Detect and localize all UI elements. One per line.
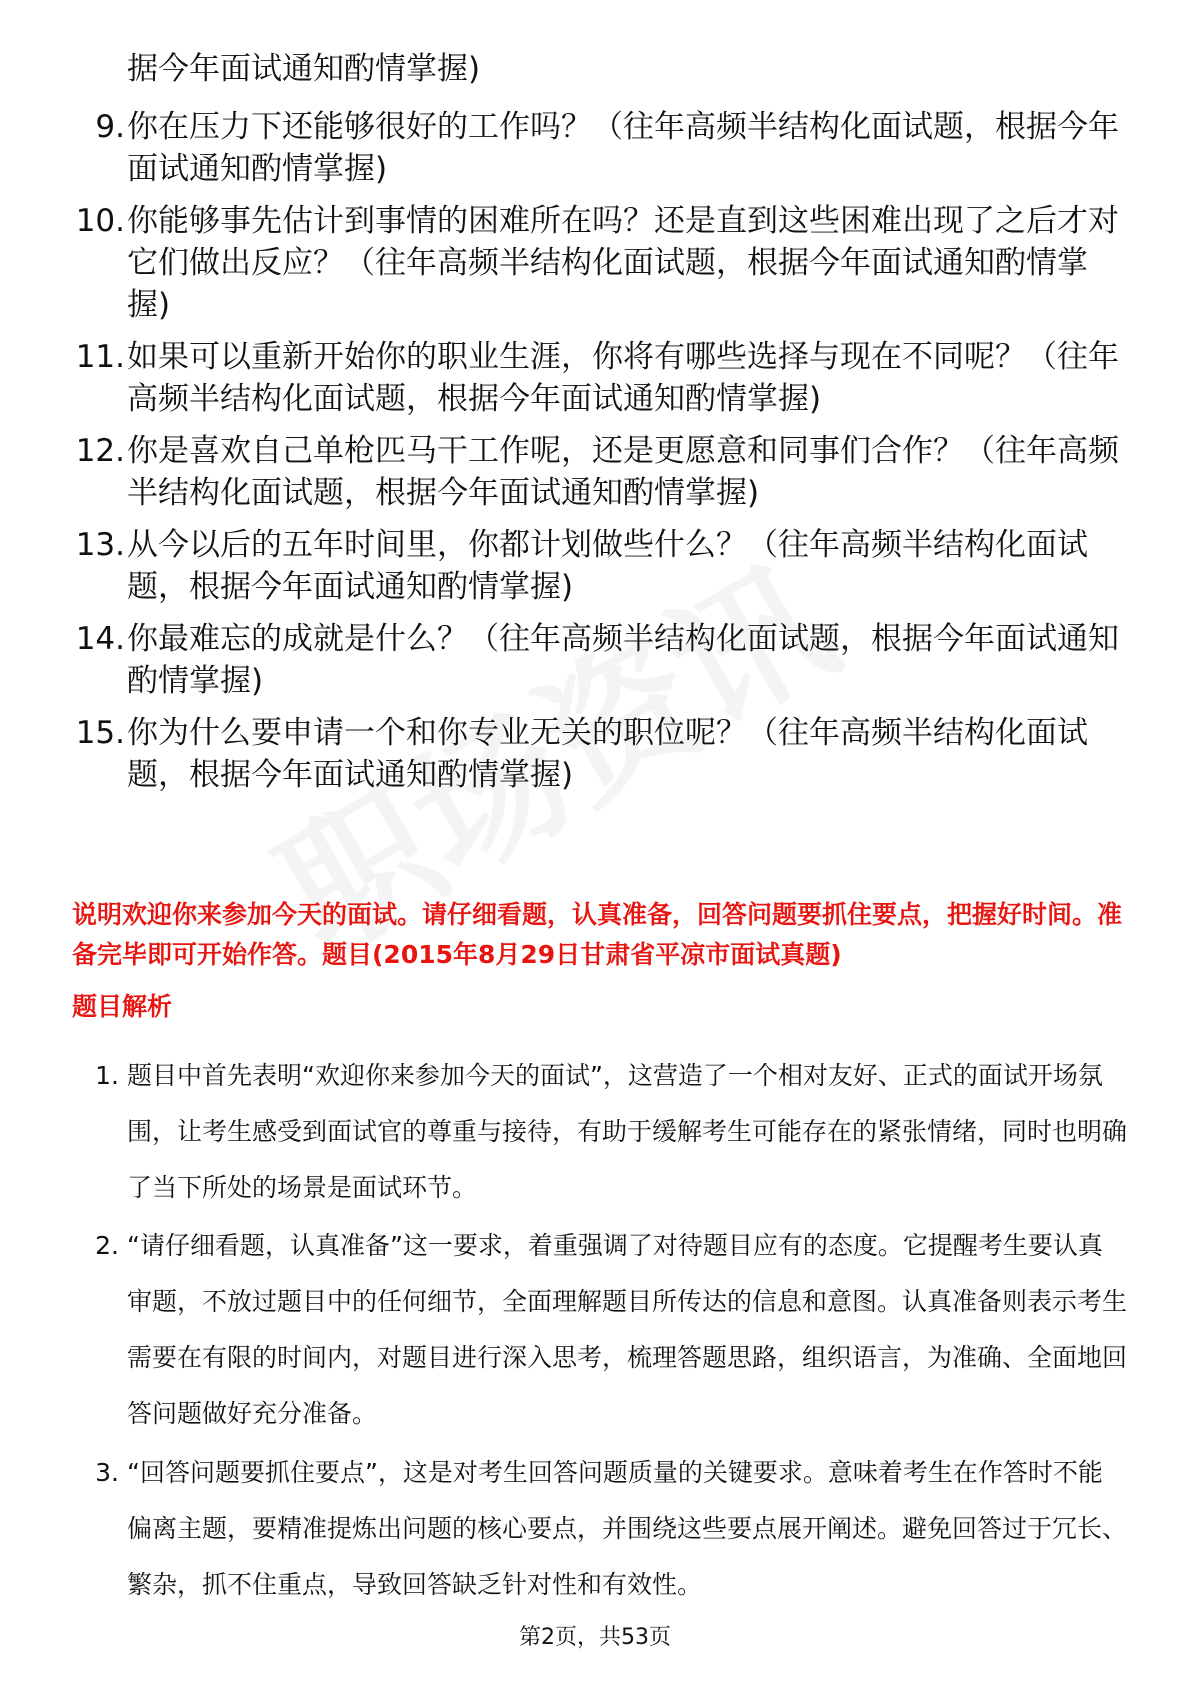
item-number: 3.	[95, 1458, 119, 1487]
item-number: 10.	[75, 203, 125, 239]
page-footer: 第2页，共53页	[519, 1625, 671, 1650]
item-number: 15.	[75, 715, 125, 751]
item-text: 你最难忘的成就是什么？（往年高频半结构化面试题，根据今年面试通知酌情掌握)	[127, 621, 1119, 699]
item-text: 题目中首先表明“欢迎你来参加今天的面试”，这营造了一个相对友好、正式的面试开场氛围，让考生感受到面试官的尊重与接待，有助于缓解考生可能存在的紧张情绪，同时也明确了当下所处的场景是面试环节。	[127, 1061, 1128, 1202]
item-text: “请仔细看题，认真准备”这一要求，着重强调了对待题目应有的态度。它提醒考生要认真审题，不放过题目中的任何细节，全面理解题目所传达的信息和意图。认真准备则表示考生需要在有限的时间内，对题目进行深入思考，梳理答题思路，组织语言，为准确、全面地回答问题做好充分准备。	[127, 1231, 1128, 1428]
item-number: 2.	[95, 1231, 119, 1260]
instruction-note: 说明欢迎你来参加今天的面试。请仔细看题，认真准备，回答问题要抓住要点，把握好时间。准备完毕即可开始作答。题目(2015年8月29日甘肃省平凉市面试真题)	[72, 900, 1123, 969]
item-text: 你在压力下还能够很好的工作吗？（往年高频半结构化面试题，根据今年面试通知酌情掌握)	[127, 109, 1119, 187]
item-text: 从今以后的五年时间里，你都计划做些什么？（往年高频半结构化面试题，根据今年面试通知酌情掌握)	[127, 527, 1088, 605]
item-number: 1.	[95, 1061, 119, 1090]
item-text: 你能够事先估计到事情的困难所在吗？还是直到这些困难出现了之后才对它们做出反应？（往年高频半结构化面试题，根据今年面试通知酌情掌握)	[127, 203, 1119, 323]
item-number: 14.	[75, 621, 125, 657]
item-number: 11.	[75, 339, 125, 375]
section-title: 题目解析	[72, 992, 173, 1021]
item-number: 12.	[75, 433, 125, 469]
item-text: 如果可以重新开始你的职业生涯，你将有哪些选择与现在不同呢？（往年高频半结构化面试题，根据今年面试通知酌情掌握)	[127, 339, 1119, 417]
item-text: 你为什么要申请一个和你专业无关的职位呢？（往年高频半结构化面试题，根据今年面试通知酌情掌握)	[127, 715, 1088, 793]
item-text: “回答问题要抓住要点”，这是对考生回答问题质量的关键要求。意味着考生在作答时不能偏离主题，要精准提炼出问题的核心要点，并围绕这些要点展开阐述。避免回答过于冗长、繁杂，抓不住重点，导致回答缺乏针对性和有效性。	[127, 1458, 1128, 1599]
item-number: 9.	[95, 109, 125, 145]
item-number: 13.	[75, 527, 125, 563]
item-text: 据今年面试通知酌情掌握)	[127, 51, 481, 87]
item-text: 你是喜欢自己单枪匹马干工作呢，还是更愿意和同事们合作？（往年高频半结构化面试题，根据今年面试通知酌情掌握)	[127, 433, 1119, 511]
